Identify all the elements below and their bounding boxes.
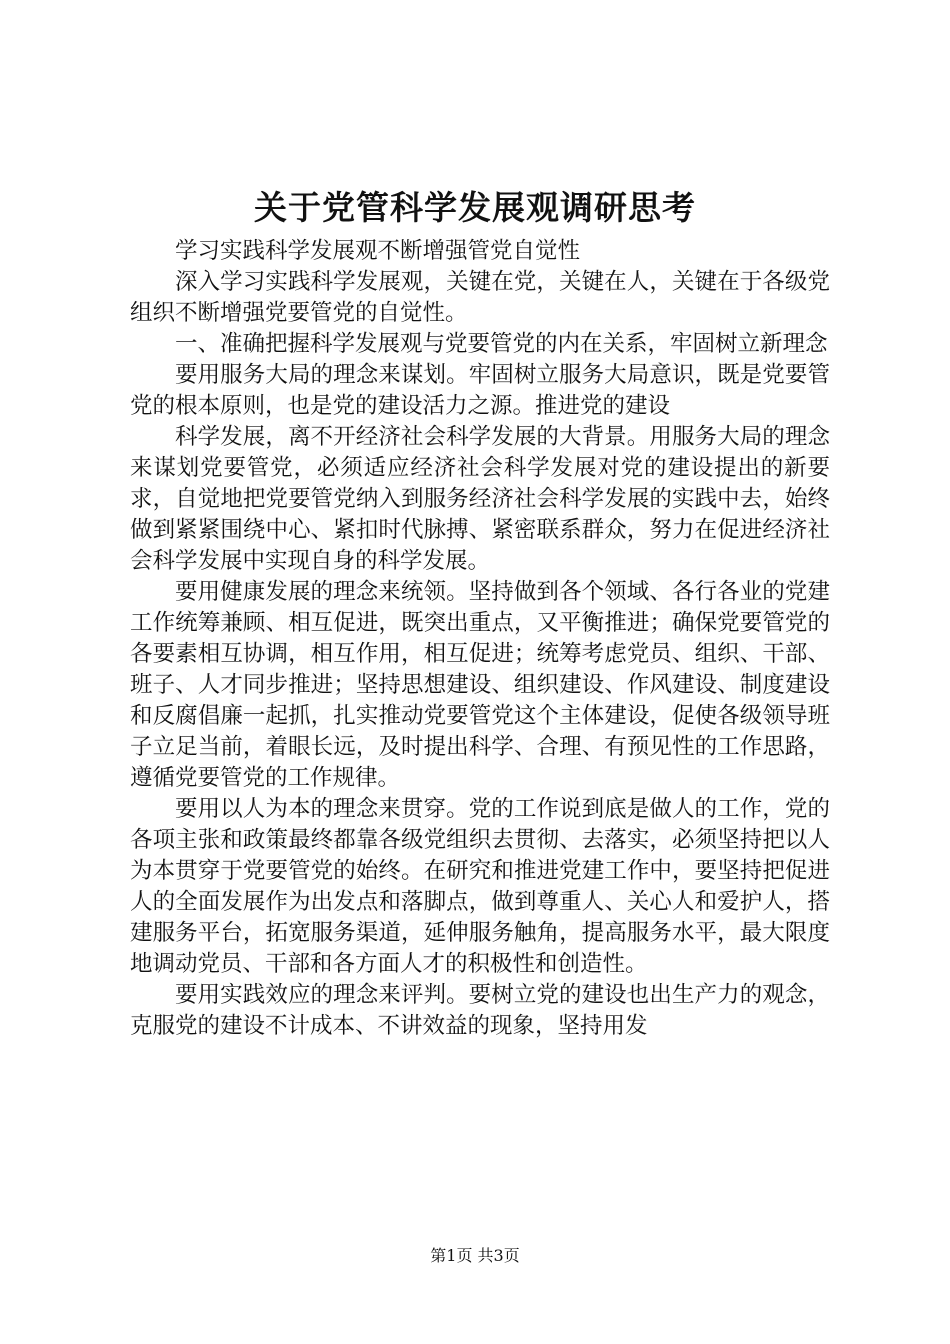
body-paragraph: 科学发展，离不开经济社会科学发展的大背景。用服务大局的理念来谋划党要管党，必须适应经济社会科学发展对党的建设提出的新要求，自觉地把党要管党纳入到服务经济社会科学发展的实践中去，始终做到紧紧围绕中心、紧扣时代脉搏、紧密联系群众，努力在促进经济社会科学发展中实现自身的科学发展。 [130,424,830,574]
body-paragraph: 深入学习实践科学发展观，关键在党，关键在人，关键在于各级党组织不断增强党要管党的自觉性。 [130,269,830,326]
body-paragraph: 要用实践效应的理念来评判。要树立党的建设也出生产力的观念，克服党的建设不计成本、不讲效益的现象，坚持用发 [130,982,830,1039]
page-number-footer: 第1页 共3页 [430,1246,520,1265]
body-paragraph: 要用以人为本的理念来贯穿。党的工作说到底是做人的工作，党的各项主张和政策最终都靠各级党组织去贯彻、去落实，必须坚持把以人为本贯穿于党要管党的始终。在研究和推进党建工作中，要坚持把促进人的全面发展作为出发点和落脚点，做到尊重人、关心人和爱护人，搭建服务平台，拓宽服务渠道，延伸服务触角，提高服务水平，最大限度地调动党员、干部和各方面人才的积极性和创造性。 [130,796,830,977]
document-body [130,236,830,1042]
body-paragraph: 一、准确把握科学发展观与党要管党的内在关系，牢固树立新理念 [175,331,828,357]
body-paragraph: 学习实践科学发展观不断增强管党自觉性 [175,238,581,264]
document-title: 关于党管科学发展观调研思考 [254,188,696,227]
body-paragraph: 要用服务大局的理念来谋划。牢固树立服务大局意识，既是党要管党的根本原则，也是党的建设活力之源。推进党的建设 [130,362,830,419]
body-paragraph: 要用健康发展的理念来统领。坚持做到各个领域、各行各业的党建工作统筹兼顾、相互促进，既突出重点，又平衡推进；确保党要管党的各要素相互协调，相互作用，相互促进；统筹考虑党员、组织、干部、班子、人才同步推进；坚持思想建设、组织建设、作风建设、制度建设和反腐倡廉一起抓，扎实推动党要管党这个主体建设，促使各级领导班子立足当前，着眼长远，及时提出科学、合理、有预见性的工作思路，遵循党要管党的工作规律。 [130,579,830,791]
